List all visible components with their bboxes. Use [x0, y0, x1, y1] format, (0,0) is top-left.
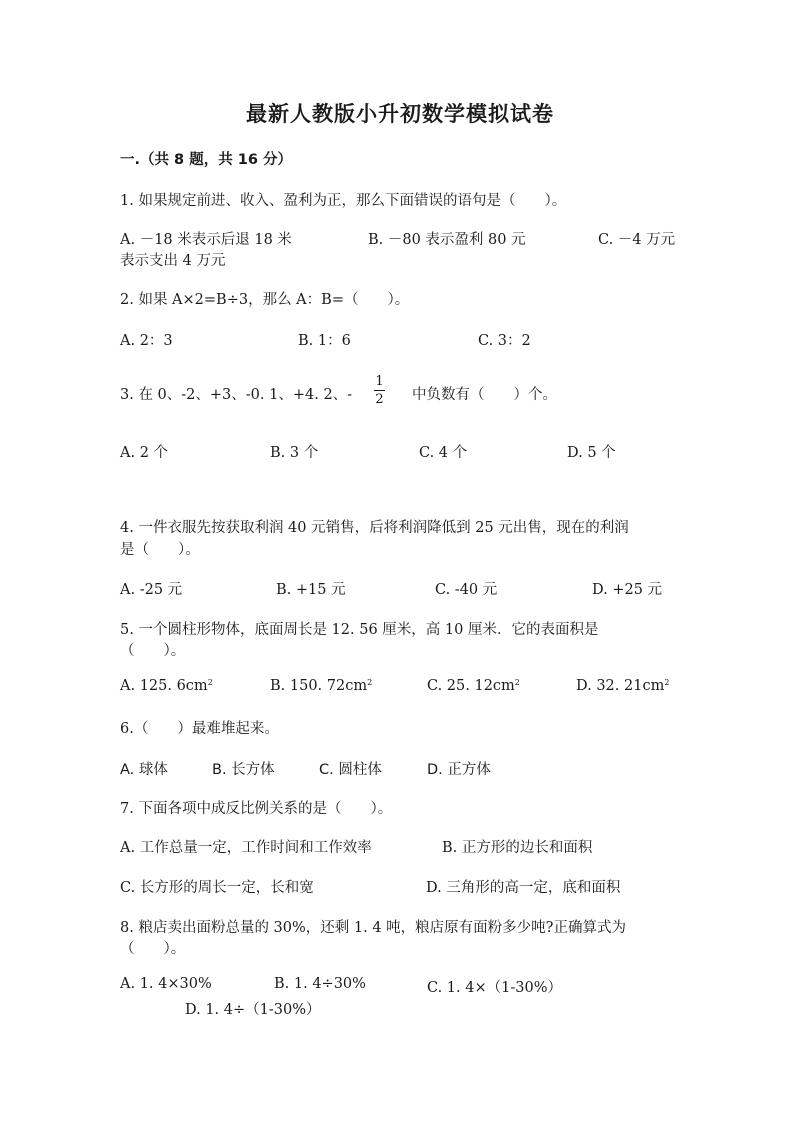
question-3-option-c: C. 4 个: [419, 445, 468, 461]
question-5-option-d: D. 32. $21cm^2$: [576, 678, 670, 694]
question-6-stem: 6.（ ）最难堆起来。: [120, 721, 279, 737]
question-7-stem: 7. 下面各项中成反比例关系的是（ ）。: [120, 801, 393, 817]
question-4-option-d: D. +25 元: [592, 582, 663, 598]
question-3-option-d: D. 5 个: [567, 445, 616, 461]
fraction-numerator: 1: [375, 374, 384, 389]
question-6-option-a: A. 球体: [120, 762, 168, 778]
question-8-option-b: B. 1. 4÷30%: [274, 976, 366, 992]
question-5-stem-line1: 5. 一个圆柱形物体，底面周长是 12. 56 厘米，高 10 厘米．它的表面积是: [120, 622, 599, 638]
question-1-option-c: C. －4 万元: [598, 232, 676, 248]
fraction-denominator: 2: [375, 392, 384, 407]
question-8-option-c: C. 1. 4×（1-30%）: [427, 980, 562, 996]
question-5-option-a: A. 125. $6cm^2$: [120, 678, 213, 694]
question-8-stem-line1: 8. 粮店卖出面粉总量的 30%，还剩 1. 4 吨，粮店原有面粉多少吨?正确算式为: [120, 920, 626, 936]
question-2-option-b: B. 1：6: [298, 333, 351, 349]
question-1-option-b: B. －80 表示盈利 80 元: [368, 232, 526, 248]
question-5-option-c: C. 25. $12cm^2$: [427, 678, 520, 694]
question-4-option-c: C. -40 元: [435, 582, 498, 598]
question-3-stem-end: 中负数有（ ）个。: [412, 387, 557, 403]
question-4-option-b: B. +15 元: [276, 582, 346, 598]
question-4-stem-line1: 4. 一件衣服先按获取利润 40 元销售，后将利润降低到 25 元出售，现在的利润: [120, 520, 629, 536]
question-2-option-a: A. 2：3: [120, 333, 173, 349]
question-4-stem-line2: 是（ ）。: [120, 542, 200, 558]
question-5-option-b: B. 150. $72cm^2$: [270, 678, 373, 694]
question-2-stem: 2. 如果 A×2=B÷3，那么 A：B=（ ）。: [120, 292, 410, 308]
question-6-option-b: B. 长方体: [212, 762, 275, 778]
question-3-stem-start: 3. 在 0、-2、+3、-0. 1、+4. 2、-: [120, 387, 353, 403]
question-8-option-d: D. 1. 4÷（1-30%）: [185, 1002, 321, 1018]
question-6-option-c: C. 圆柱体: [319, 762, 382, 778]
question-8-option-a: A. 1. 4×30%: [120, 976, 212, 992]
page-title: 最新人教版小升初数学模拟试卷: [246, 102, 554, 126]
question-3-option-b: B. 3 个: [270, 445, 319, 461]
question-5-stem-line2: （ ）。: [120, 643, 186, 659]
question-2-option-c: C. 3：2: [478, 333, 531, 349]
question-1-stem: 1. 如果规定前进、收入、盈利为正，那么下面错误的语句是（ ）。: [120, 193, 567, 209]
fraction-bar: [374, 390, 385, 391]
question-3-fraction: [374, 374, 385, 407]
question-7-option-c: C. 长方形的周长一定，长和宽: [120, 880, 314, 896]
question-8-stem-line2: （ ）。: [120, 941, 186, 957]
section-heading: 一.（共 8 题，共 16 分）: [120, 152, 292, 168]
question-6-option-d: D. 正方体: [427, 762, 491, 778]
question-4-option-a: A. -25 元: [120, 582, 183, 598]
question-1-option-a: A. －18 米表示后退 18 米: [120, 232, 292, 248]
question-7-option-a: A. 工作总量一定，工作时间和工作效率: [120, 840, 372, 856]
question-3-option-a: A. 2 个: [120, 445, 169, 461]
question-7-option-b: B. 正方形的边长和面积: [442, 840, 593, 856]
question-7-option-d: D. 三角形的高一定，底和面积: [426, 880, 621, 896]
question-1-option-c-continued: 表示支出 4 万元: [120, 253, 226, 269]
